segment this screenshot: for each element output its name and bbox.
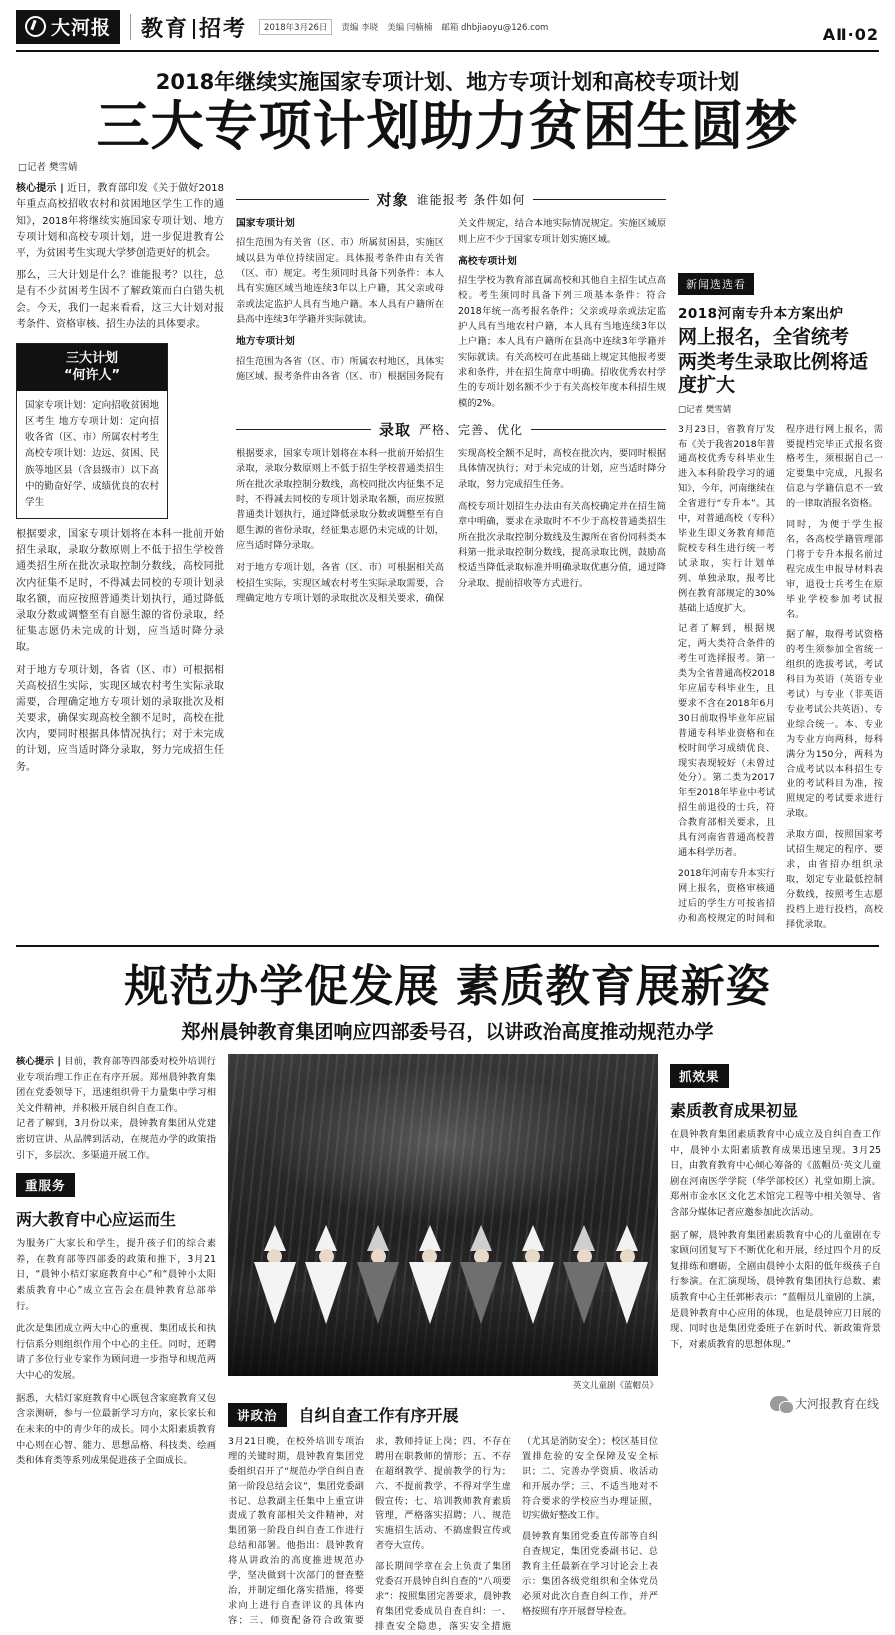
section-edu-label: 教育 — [141, 16, 190, 42]
left-section-body — [16, 1236, 216, 1469]
left-section-title: 两大教育中心应运而生 — [16, 1210, 177, 1230]
masthead-divider — [130, 14, 131, 40]
paragraph: 为服务广大家长和学生，提升孩子们的综合素养，在教育部等四部委的政策和推下，3月21日，“晨钟小桔灯家庭教育中心”和“晨钟小太阳素质教育中心”成立宣告会在晨钟教育总部举行。 — [16, 1238, 216, 1312]
rule-right — [531, 429, 666, 430]
subheading: 国家专项计划 — [236, 218, 295, 230]
news-pick-subtitle: 2018河南专升本方案出炉 — [678, 306, 844, 323]
rule-left — [236, 199, 369, 200]
tag-service: 重服务 — [16, 1173, 75, 1197]
photo-performer — [305, 1225, 347, 1324]
stage-performance-photo — [228, 1054, 658, 1376]
paragraph: 在晨钟教育集团素质教育中心成立及自纠自查工作中，晨钟小太阳素质教育成果迅速呈现。3月25日，由教育教育中心倾心筹备的《蓝帽员·英文儿童剧在河南医学学院（华学部校区）礼堂如期上演。郑州市金水区文化艺术馆完工程等中相关领导、省含部分媒体记者应邀参加此次活动。 — [670, 1128, 881, 1218]
section-admit-subtitle: 严格、完善、优化 — [419, 423, 524, 437]
lede-text: 近日，教育部印发《关于做好2018年重点高校招收农村和贫困地区学生工作的通知》，2018年将继续实施国家专项计划、地方专项计划和高校专项计划，进一步促进教育公平，为贫困考生实现大学梦创造更好的机会。 — [16, 183, 224, 259]
paragraph: 据了解，晨钟教育集团素质教育中心的儿童剧在专家顾问团复写下不断优化和开展，经过四个月的反复排练和磨砺，全剧由晨钟小太阳的低年级孩子自行参演。在汇演现场，晨钟教育集团执行总数、素质教育中心主任郭彬表示：“蓝帽员儿童剧的上演，是晨钟教育中心应用的体现，也是晨钟应刀日展的现、同时也是集团党委班子在新时代、新政策背景下，对素质教育的思想体现。” — [670, 1229, 881, 1350]
paragraph: 据了解，取得考试资格的考生须参加全省统一组织的选拔考试，考试科目为英语（英语专业考试）与专业（非英语专业考试公共英语）、专业综合统一。本、专业为专业方向两科，每科满分为150分，两科为合成考试以本科招生专业的考试科目为准，按照规定的考试要求进行录取。 — [786, 629, 883, 820]
article-one-middle-column — [236, 181, 666, 606]
article-two-left-column — [16, 1054, 216, 1476]
section-admit-body — [236, 446, 666, 606]
contact-email: 邮箱 dhbjiaoyu@126.com — [441, 23, 549, 33]
photo-performer — [460, 1225, 502, 1324]
article-two-right-column — [670, 1054, 881, 1360]
article-one-admit-left: 根据要求，国家专项计划将在本科一批前开始招生录取，录取分数原则上不低于招生学校普通类招生所在批次录取控制分数线，高校同批次内征集不足时，不得减去同校的专项计划录取名额，而应按照普通类计划执行，通过降低录取分数或调整至有自愿生源的省份录取，经征集志愿仍未完成的计划，应当适时降分录取。 — [16, 529, 224, 654]
paragraph: 此次是集团成立两大中心的重视、集团成长和执行信系分则组织作用个中心的主任。同时，还聘请了多位行业专家作为顾问进一步指导和规范两大中心的发展。 — [16, 1323, 216, 1382]
mid-section-header — [228, 1403, 658, 1427]
news-pick-byline: □记者 樊雪婧 — [678, 404, 732, 415]
tag-politics: 讲政治 — [228, 1403, 287, 1427]
news-pick-body — [678, 423, 883, 933]
wechat-footer — [770, 1395, 879, 1412]
paragraph: 部长期间学章在会上负责了集团党委召开晨钟自纠自查的“八项要求”：按照集团完善要求，晨钟教育集团党委成员自查自纠：一、排查安全隐患，落实安全措施（尤其是消防安全）；校区基目位置排危验的安全保障及安全标识；二、完善办学资质、收活动和开展办学；三、不适当地对不符合要求的学校应当办理证照，切实做好整改工作。 — [375, 1435, 658, 1632]
layout-credit: 美编 闫楠楠 — [387, 23, 433, 33]
paragraph: 3月23日，省教育厅发布《关于我省2018年普通高校优秀专科毕业生进入本科阶段学习的通知》，今年，河南继续在全省进行“专升本”。其中，对普通高校（专科）毕业生即义务教育师范院校专科生进行统一考试录取，实行计划单列、单独录取，报考比例在教育部规定的30%基础上适度扩大。 — [678, 423, 775, 614]
article-one-lede — [16, 181, 224, 262]
paragraph: 3月21日晚，在校外培训专项治理的关键时期，晨钟教育集团党委组织召开了“规范办学自纠自查第一阶段总结会议”，集团党委副书记、总教副主任集中上重宣讲责成了教育部相关文件精神，对集团第一阶段自纠自查工作进行总结和部署。他指出：晨钟教育将从讲政治的高度推进规范办学，坚决做到十次部门的督查整治，并制定细化落实措施，将要求向上进行自查评议的具体内容；三、师资配备符合政策要求，教师持证上岗；四、不存在聘用在职教师的情形；五、不存在超纲教学、提前教学的行为；六、不提前教学、不得对学生虚假宣传；七、培训教师教育素质管理，严格落实招聘；八、规范实施招生活动、不搞虚假宣传或者夸大宣传。 — [228, 1435, 511, 1626]
lede-label: 核心提示 | — [16, 183, 64, 195]
article-one-right-column — [678, 181, 883, 932]
paragraph: 高校专项计划招生办法由有关高校确定并在招生简章中明确，要求在录取时不不少于高校普通类招生所在批次录取控制分数线及生源所在省份同科类本科第一批录取控制分数线，提高录取比例，鼓励高校适当降低录取标准并明确录取优惠分值，通过降分录取、提前招收等方式进行。 — [458, 500, 666, 589]
section-object-body — [236, 216, 666, 411]
section-object-title: 对象 — [376, 191, 409, 210]
photo-performer — [409, 1225, 451, 1324]
paragraph: 根据要求，国家专项计划将在本科一批前开始招生录取，录取分数原则上不低于招生学校普通类招生所在批次录取控制分数线，高校同批次内征集不足时，不得减去同校的专项计划录取名额，而应按照普通类计划执行，通过降低录取分数或调整至有自愿生源的省份录取，经征集志愿仍未完成的计划，应当适时降分录取。 — [236, 448, 444, 551]
masthead — [16, 0, 879, 52]
paragraph: 2018年河南专升本实行网上报名，资格审核通过后的学生方可按省招办和高校规定的时间和程序进行网上报名，需要提档完毕正式报名资格考生，须根据自己一定要集中完成，凡报名信息与学籍信息不一致的一律取消报名资格。 — [678, 423, 883, 924]
sidebar-box-three-plans — [16, 343, 168, 519]
section-header-admit — [236, 419, 666, 440]
article-two — [16, 947, 879, 1635]
paragraph-text: 招生范围为各省（区、市）所属农村地区，具体实施区域、报考条件由各省（区、市）根据国务院有关文件规定，结合本地实际情况规定。实施区域原则上应不少于国家专项计划实施区域。 — [236, 218, 666, 382]
paragraph — [236, 216, 444, 327]
section-admit-title: 录取 — [378, 421, 411, 439]
section-separator-icon — [193, 19, 195, 39]
right-section-title: 素质教育成果初显 — [670, 1100, 799, 1120]
subheading: 地方专项计划 — [236, 336, 295, 348]
paragraph: 晨钟教育集团党委直传部等自纠自查规定，集团党委副书记、总教育主任最新在学习讨论会上表示：集团各级党组织和全体党员必须对此次自查自纠工作，并严格按照有序开展督导检查。 — [522, 1531, 658, 1617]
logo-circle-icon — [25, 16, 46, 37]
photo-performer — [254, 1225, 296, 1324]
sidebar-box-title — [17, 344, 167, 391]
section-title — [141, 12, 247, 43]
article-one-left-column — [16, 181, 224, 776]
section-object-subtitle: 谁能报考 条件如何 — [416, 193, 526, 208]
paragraph: 据悉，大桔灯家庭教育中心既包含家庭教育又包含亲测研，参与一位最新学习方向，家长家长和在未来的中的青少年的成长。同小太阳素质教育中心则在心智、能力、思想品格、科技类、绘画类和体育类等系列成果促进孩子全面成长。 — [16, 1392, 216, 1467]
publish-date: 2018年3月26日 — [259, 19, 332, 35]
right-section-body — [670, 1127, 881, 1353]
article-two-middle-column — [228, 1054, 658, 1635]
paragraph: 同时，为便于学生报名，各高校学籍管理部门将于专升本报名前过程完成生申报导材料表审，退役士兵考生在原毕业学校参加考试报名。 — [786, 519, 883, 620]
article-two-headline: 规范办学促发展 素质教育展新姿 — [124, 960, 771, 1012]
section-header-object — [236, 189, 666, 210]
page-number: AⅡ·02 — [822, 25, 879, 44]
news-pick-title-line2: 两类考生录取比例将适度扩大 — [678, 351, 869, 396]
paragraph: 对于地方专项计划，各省（区、市）可根据相关高校招生实际，实现区域农村考生实际录取需要，合理确定地方专项计划的录取批次及相关要求，确保实现高校全额不足时，高校在批次内，要同时根据具体情况执行；对于未完成的计划，应当适时降分录取，努力完成招生任务。 — [236, 448, 666, 604]
article-one-kicker: 2018年继续实施国家专项计划、地方专项计划和高校专项计划 — [155, 70, 740, 94]
wechat-account-name: 大河报教育在线 — [794, 1397, 879, 1411]
editor-credit: 责编 李晓 — [341, 23, 379, 33]
rule-right — [533, 199, 666, 200]
article-two-subheadline: 郑州晨钟教育集团响应四部委号召，以讲政治高度推动规范办学 — [181, 1020, 714, 1043]
article-two-lede — [16, 1054, 216, 1116]
photo-caption: 英文儿童剧《蓝帽员》 — [572, 1380, 658, 1391]
article-one — [16, 52, 883, 933]
paragraph-text: 招生范围为有关省（区、市）所属贫困县，实施区域以县为单位持续固定。具体报考条件由有关省（区、市）规定。考生须同时具备下列条件：本人具有实施区域当地连续3年以上户籍，其父亲或母亲或法定监护人具有当地户籍。本人具有户籍所在县高中连续3年学籍并实际就读。 — [236, 237, 444, 326]
photo-performer — [563, 1225, 605, 1324]
paragraph: 记者了解到，根据规定，两大类符合条件的考生可选择报考。第一类为全省普通高校2018年应届专科毕业生，且要求不含在2018年6月30日前取得毕业年应届普通专科毕业资格和在校时间学习成绩优良、现实表现较好（未曾过处分）。第二类为2017年至2018年毕业中考试招生前退役的士兵，符合教育部相关要求，且具有河南省普通高校普通本科学历者。 — [678, 623, 775, 858]
photo-performer — [606, 1225, 648, 1324]
article-one-lede-2: 那么，三大计划是什么？谁能报考？以往，总是有不少贫困考生因不了解政策而白白错失机会。今天，我们一起来看看，这三大计划对报考条件、资格审核、招生办法的具体要求。 — [16, 270, 224, 330]
wechat-icon — [770, 1396, 789, 1411]
article-one-byline: □记者 樊雪婧 — [18, 162, 78, 174]
mid-section-title: 自纠自查工作有序开展 — [298, 1406, 459, 1426]
subheading: 高校专项计划 — [458, 255, 517, 267]
sidebar-box-title-line1: 三大计划 — [65, 350, 118, 366]
tag-results: 抓效果 — [670, 1064, 729, 1088]
rule-left — [236, 429, 371, 430]
article-two-lede-2: 记者了解到，3月份以来，晨钟教育集团从党建密切宣讲、从品牌到活动，在规范办学的政策指引下，多层次、多渠道开展工作。 — [16, 1118, 216, 1161]
paragraph: 录取方面，按照国家考试招生规定的程序、要求，由省招办组织录取，划定专业最低控制分数线，按照考生志愿投档上进行投档，高校择优录取。 — [786, 829, 883, 930]
newspaper-logo — [16, 10, 120, 44]
paragraph — [458, 254, 666, 411]
photo-performer — [357, 1225, 399, 1324]
article-one-headline: 三大专项计划助力贫困生圆梦 — [96, 96, 799, 157]
lede-label: 核心提示 | — [16, 1055, 61, 1067]
lede-text: 目前，教育部等四部委对校外培训行业专项治理工作正在有序开展。郑州晨钟教育集团在党委领导下，迅速组织骨干力量集中学习相关文件精神，并积极开展自纠自查工作。 — [16, 1055, 216, 1114]
photo-performer — [512, 1225, 554, 1324]
news-pick-tag: 新闻选选看 — [678, 273, 754, 295]
paragraph-text: 招生学校为教育部直属高校和其他自主招生试点高校。考生须同时具备下列三项基本条件：符合2018年统一高考报名条件；父亲或母亲或法定监护人具有当地农村户籍，本人具有当地连续3年以上户籍；本人具有户籍所在县高中连续3年学籍并实际就读。有关高校可在此基础上规定其他报考要求和条件，并在招生简章中明确。招收优秀农村学生的专项计划名额不少于有关高校年度本科招生规模的2%。 — [458, 275, 666, 409]
sidebar-box-body: 国家专项计划：定向招收贫困地区考生 地方专项计划：定向招收各省（区、市）所属农村考生 高校专项计划：边远、贫困、民族等地区县（含县级市）以下高中的勤奋好学、成绩优良的农村学生 — [25, 400, 159, 508]
news-pick-title-line1: 网上报名，全省统考 — [678, 326, 850, 349]
logo-text: 大河报 — [51, 17, 112, 39]
mid-section-body — [228, 1435, 658, 1635]
section-exam-label: 招考 — [199, 16, 248, 42]
masthead-meta — [259, 19, 548, 35]
article-one-admit-left-2: 对于地方专项计划，各省（区、市）可根据相关高校招生实际，实现区域农村考生实际录取需要，合理确定地方专项计划的录取批次及相关要求，确保实现高校全额不足时，高校在批次内，要同时根据具体情况执行；对于未完成的计划，应当适时降分录取，努力完成招生任务。 — [16, 664, 224, 773]
sidebar-box-title-line2: “何许人” — [63, 368, 121, 384]
